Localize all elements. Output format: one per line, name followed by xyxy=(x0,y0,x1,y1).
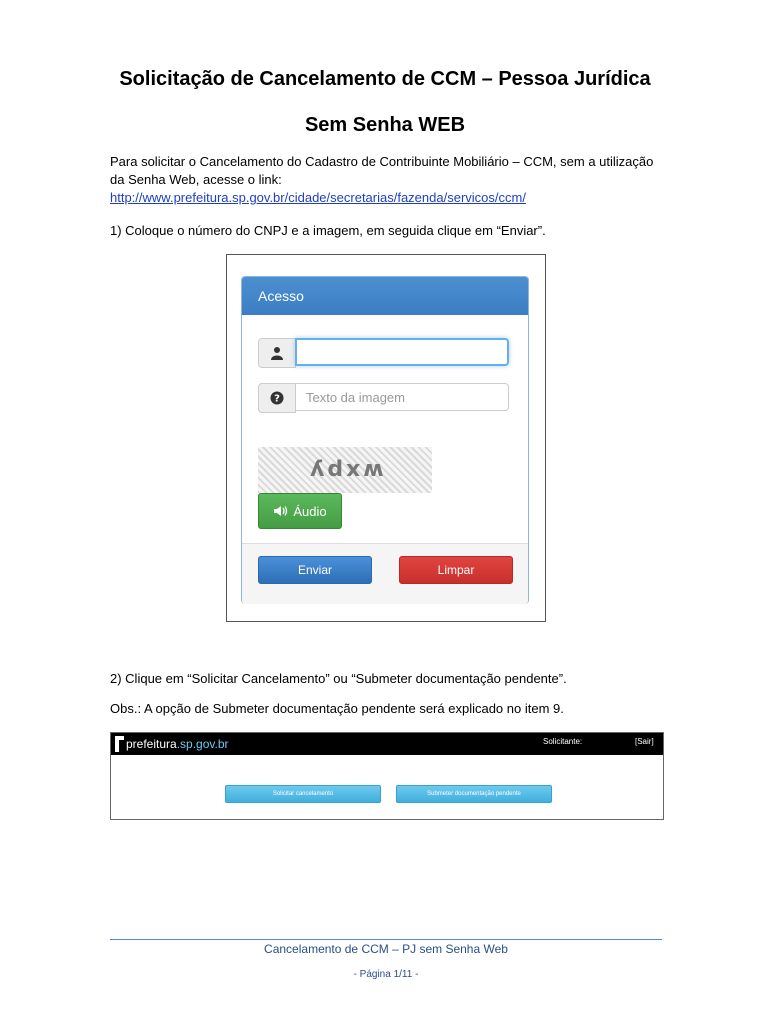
top-bar xyxy=(111,733,663,755)
logo-text: prefeitura xyxy=(126,737,177,751)
panel-header: Acesso xyxy=(242,277,528,315)
captcha-text: wxpy xyxy=(306,457,384,483)
footer-divider xyxy=(110,939,662,940)
submit-docs-button[interactable]: Submeter documentação pendente xyxy=(396,785,552,803)
prefeitura-screenshot xyxy=(110,732,664,820)
clear-button[interactable]: Limpar xyxy=(399,556,513,584)
intro-paragraph xyxy=(110,153,670,207)
audio-label: Áudio xyxy=(293,503,327,519)
logo-domain: .sp.gov.br xyxy=(176,737,229,751)
login-screenshot xyxy=(226,254,546,622)
step-1-text: 1) Coloque o número do CNPJ e a imagem, em seguida clique em “Enviar”. xyxy=(110,223,546,238)
question-circle-icon xyxy=(258,383,296,413)
audio-button[interactable] xyxy=(258,493,342,529)
captcha-image xyxy=(258,447,432,493)
page-number: - Página 1/11 - xyxy=(353,969,419,980)
captcha-input-group xyxy=(258,383,511,413)
captcha-input[interactable]: Texto da imagem xyxy=(295,383,509,411)
panel-footer xyxy=(242,543,528,604)
document-subtitle: Sem Senha WEB xyxy=(304,114,466,136)
volume-icon xyxy=(273,505,289,517)
document-title: Solicitação de Cancelamento de CCM – Pessoa Jurídica xyxy=(119,68,651,90)
solicitante-label: Solicitante: xyxy=(543,737,583,746)
step-2-text: 2) Clique em “Solicitar Cancelamento” ou “Submeter documentação pendente”. xyxy=(110,671,567,686)
svg-text:?: ? xyxy=(274,393,280,405)
user-icon xyxy=(258,338,296,368)
footer-caption: Cancelamento de CCM – PJ sem Senha Web xyxy=(264,942,508,956)
prefeitura-logo xyxy=(115,735,229,753)
access-panel xyxy=(241,276,529,604)
submit-button[interactable]: Enviar xyxy=(258,556,372,584)
ccm-link[interactable]: http://www.prefeitura.sp.gov.br/cidade/secretarias/fazenda/servicos/ccm/ xyxy=(110,190,526,205)
cnpj-input-group xyxy=(258,338,511,368)
logout-link[interactable]: [Sair] xyxy=(635,737,654,746)
intro-text: Para solicitar o Cancelamento do Cadastro de Contribuinte Mobiliário – CCM, sem a utilização da Senha Web, acesse o link: xyxy=(110,154,654,187)
cnpj-input[interactable] xyxy=(295,338,509,366)
request-cancel-button[interactable]: Solicitar cancelamento xyxy=(225,785,381,803)
logo-mark-icon xyxy=(115,736,124,752)
obs-text: Obs.: A opção de Submeter documentação pendente será explicado no item 9. xyxy=(110,701,564,716)
